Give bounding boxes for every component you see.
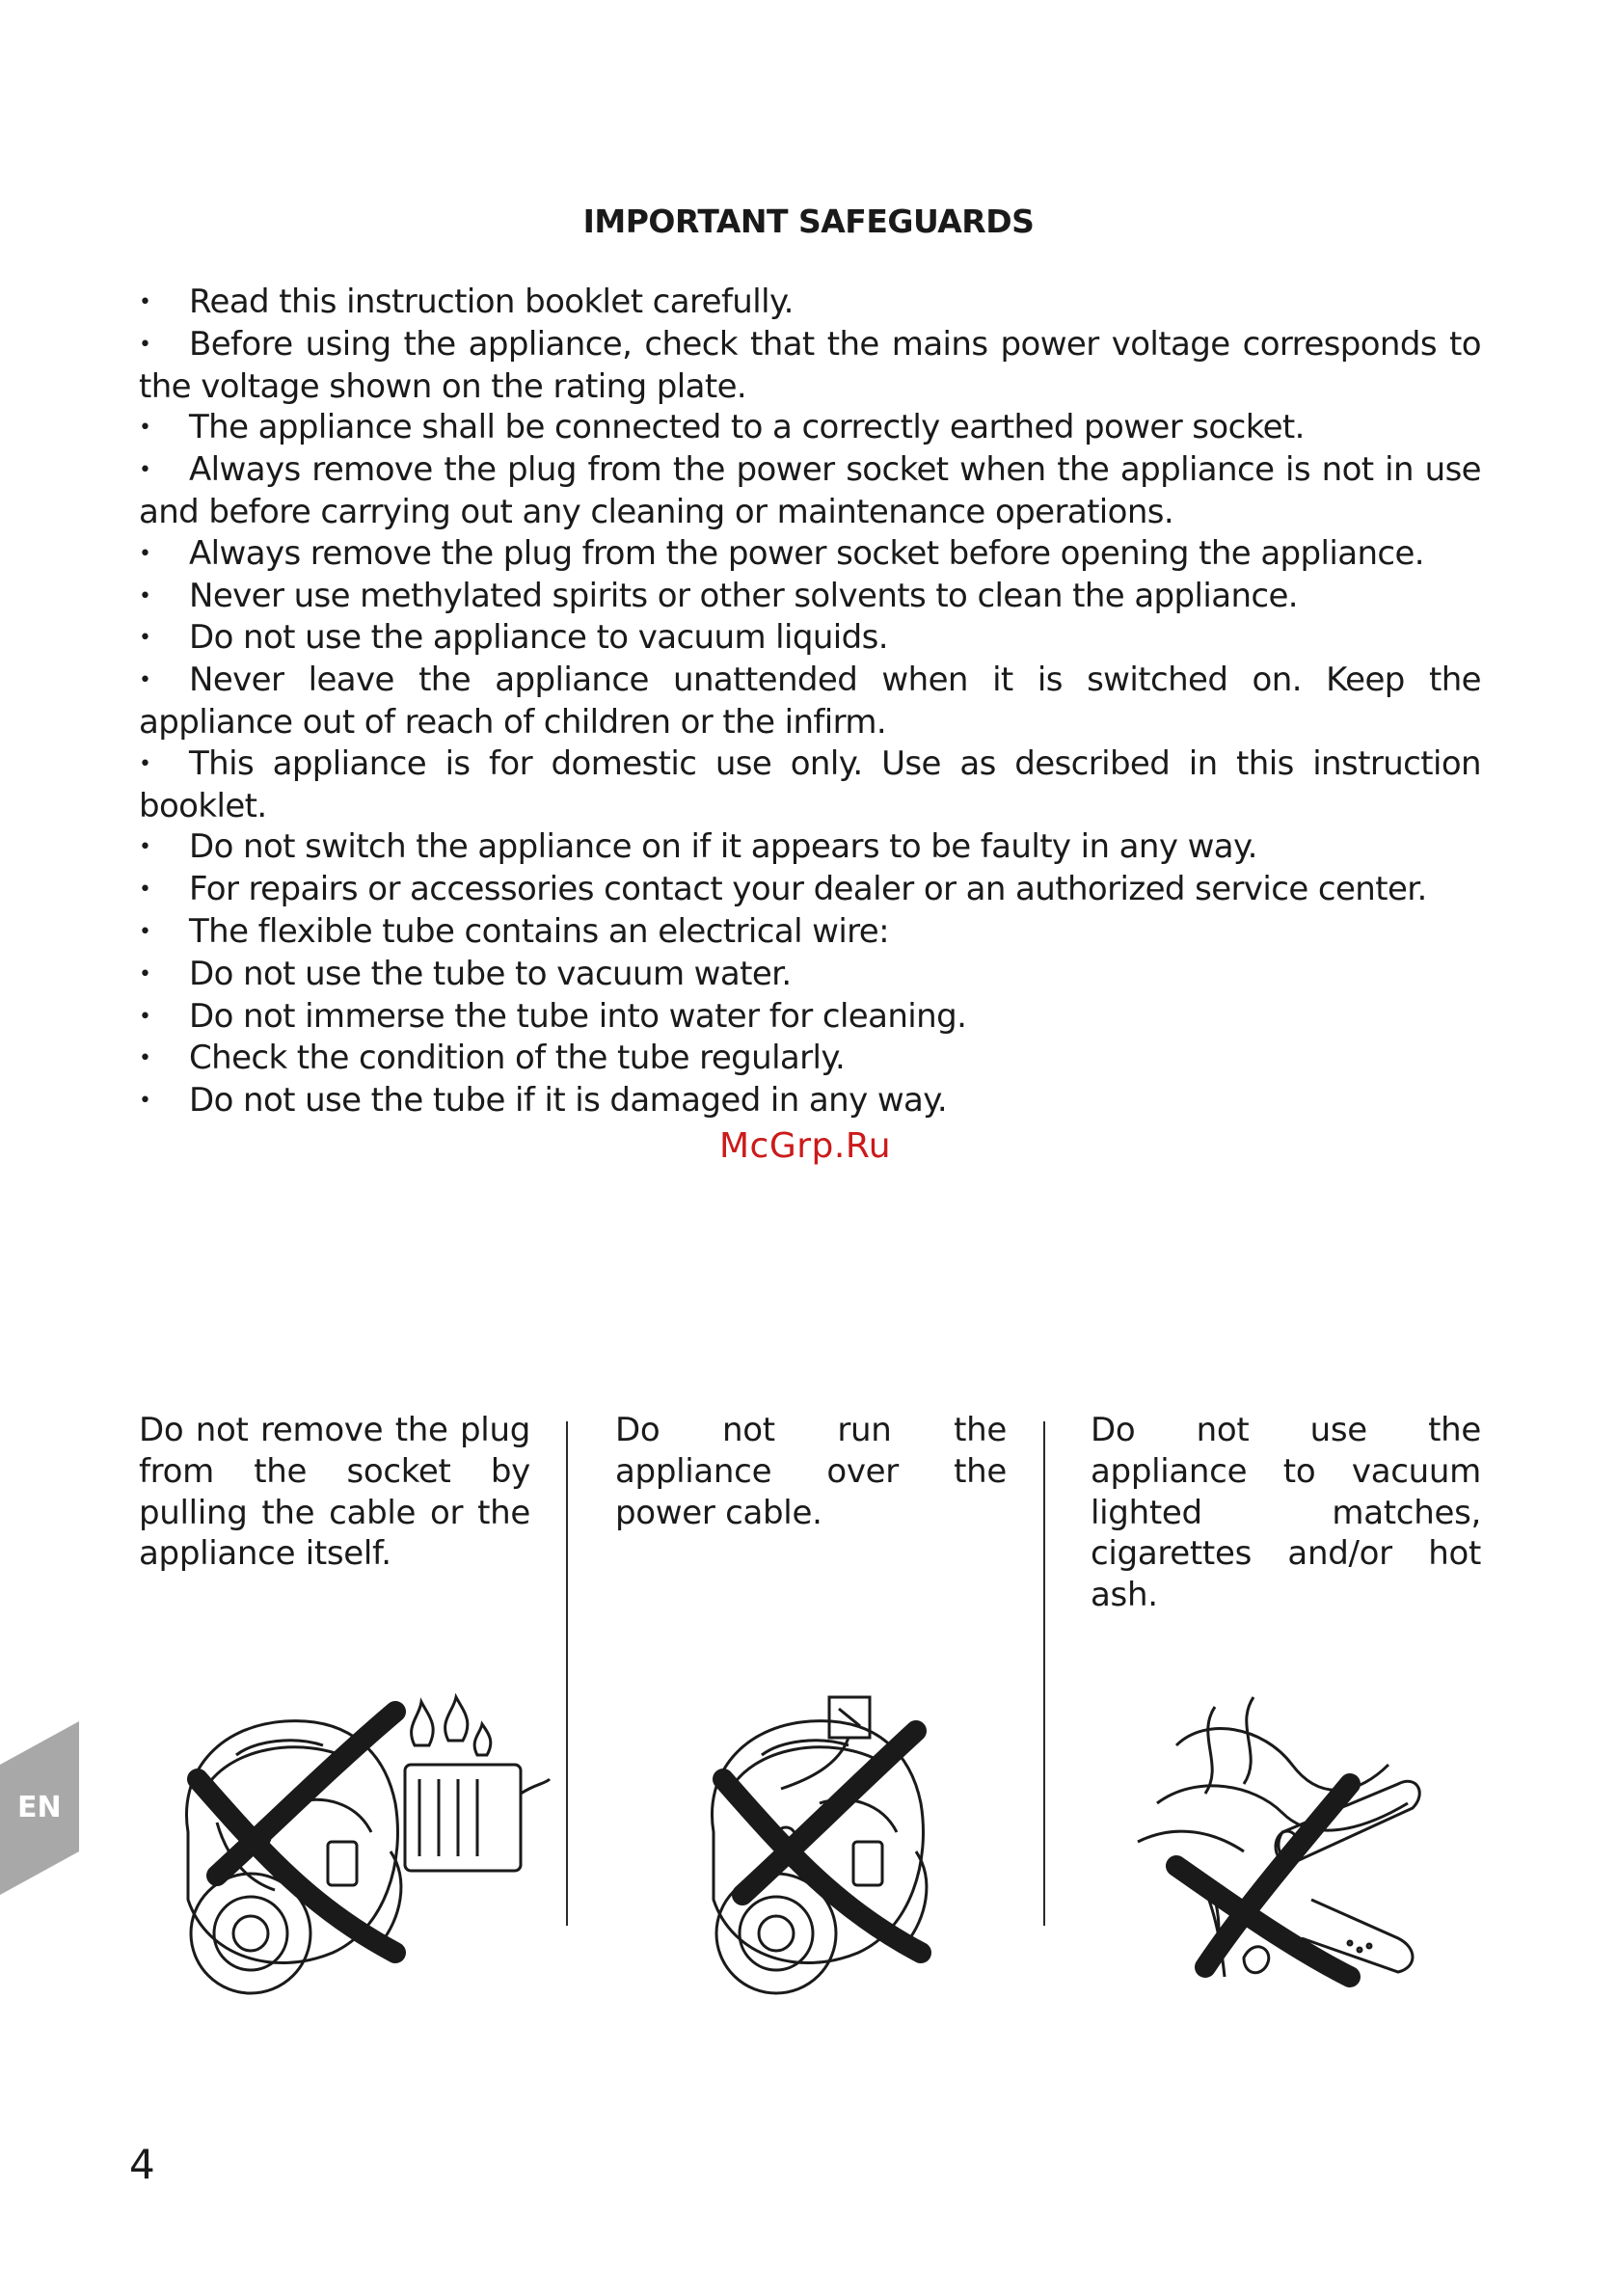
warning-text-cable: Do not run the appliance over the power cable.: [615, 1411, 1007, 1532]
list-item: [139, 449, 1481, 533]
safeguard-text: Check the condition of the tube regularly.: [189, 1039, 846, 1078]
list-item: [139, 954, 1481, 996]
warning-text-plug: Do not remove the plug from the socket by pulling the cable or the appliance itself.: [139, 1411, 530, 1574]
safeguard-text: Always remove the plug from the power socket when the appliance is not in use and before carrying out any cleaning or maintenance operations.: [139, 450, 1481, 531]
language-label: EN: [17, 1791, 62, 1824]
bullet: •: [139, 835, 151, 860]
safeguard-text: Do not use the appliance to vacuum liquids.: [189, 618, 888, 658]
safeguard-text: The flexible tube contains an electrical wire:: [189, 911, 889, 951]
bullet: •: [139, 961, 151, 986]
safeguard-text: Do not use the tube if it is damaged in any way.: [189, 1081, 948, 1121]
bullet: •: [139, 416, 151, 441]
safeguard-text: This appliance is for domestic use only. Use as described in this instruction booklet.: [139, 743, 1481, 825]
bullet: •: [139, 1046, 151, 1071]
bullet: •: [139, 919, 151, 944]
vacuum-cable-illustration: [694, 1688, 1003, 2006]
bullet: •: [139, 332, 151, 357]
list-item: [139, 533, 1481, 576]
page-title: IMPORTANT SAFEGUARDS: [582, 203, 1035, 240]
bullet: •: [139, 1004, 151, 1029]
bullet: •: [139, 626, 151, 651]
list-item: [139, 1038, 1481, 1080]
watermark: McGrp.Ru: [719, 1126, 892, 1166]
list-item: [139, 324, 1481, 408]
list-item: [139, 1080, 1481, 1122]
list-item: [139, 576, 1481, 618]
list-item: [139, 617, 1481, 660]
safeguard-text: Never use methylated spirits or other solvents to clean the appliance.: [189, 576, 1299, 615]
column-divider: [1043, 1421, 1045, 1926]
column-divider: [566, 1421, 568, 1926]
safeguards-list: [139, 282, 1481, 1122]
list-item: [139, 911, 1481, 954]
page-number: 4: [129, 2141, 155, 2188]
list-item: [139, 407, 1481, 449]
list-item: [139, 996, 1481, 1039]
bullet: •: [139, 1089, 151, 1114]
list-item: [139, 743, 1481, 827]
bullet: •: [139, 878, 151, 903]
vacuum-fire-illustration: [159, 1688, 554, 2006]
safeguard-text: Before using the appliance, check that the mains power voltage corresponds to the voltage shown on the rating plate.: [139, 324, 1481, 406]
list-item: [139, 869, 1481, 911]
safeguard-text: Read this instruction booklet carefully.: [189, 283, 794, 321]
list-item: [139, 826, 1481, 869]
bullet: •: [139, 583, 151, 608]
safeguard-text: For repairs or accessories contact your dealer or an authorized service center.: [189, 870, 1427, 909]
list-item: [139, 660, 1481, 743]
ash-cigarettes-illustration: [1118, 1688, 1446, 1996]
bullet: •: [139, 290, 151, 314]
safeguard-text: Never leave the appliance unattended when it is switched on. Keep the appliance out of reach of children or the infirm.: [139, 661, 1481, 742]
bullet: •: [139, 541, 151, 566]
bullet: •: [139, 668, 151, 693]
safeguard-text: Do not immerse the tube into water for cleaning.: [189, 996, 967, 1036]
warning-text-ash: Do not use the appliance to vacuum lighted matches, cigarettes and/or hot ash.: [1091, 1411, 1481, 1615]
bullet: •: [139, 458, 151, 483]
safeguard-text: Always remove the plug from the power socket before opening the appliance.: [189, 533, 1425, 573]
safeguard-text: The appliance shall be connected to a correctly earthed power socket.: [189, 408, 1305, 447]
list-item: [139, 282, 1481, 324]
safeguard-text: Do not switch the appliance on if it appears to be faulty in any way.: [189, 827, 1257, 867]
safeguard-text: Do not use the tube to vacuum water.: [189, 954, 792, 993]
bullet: •: [139, 751, 151, 776]
